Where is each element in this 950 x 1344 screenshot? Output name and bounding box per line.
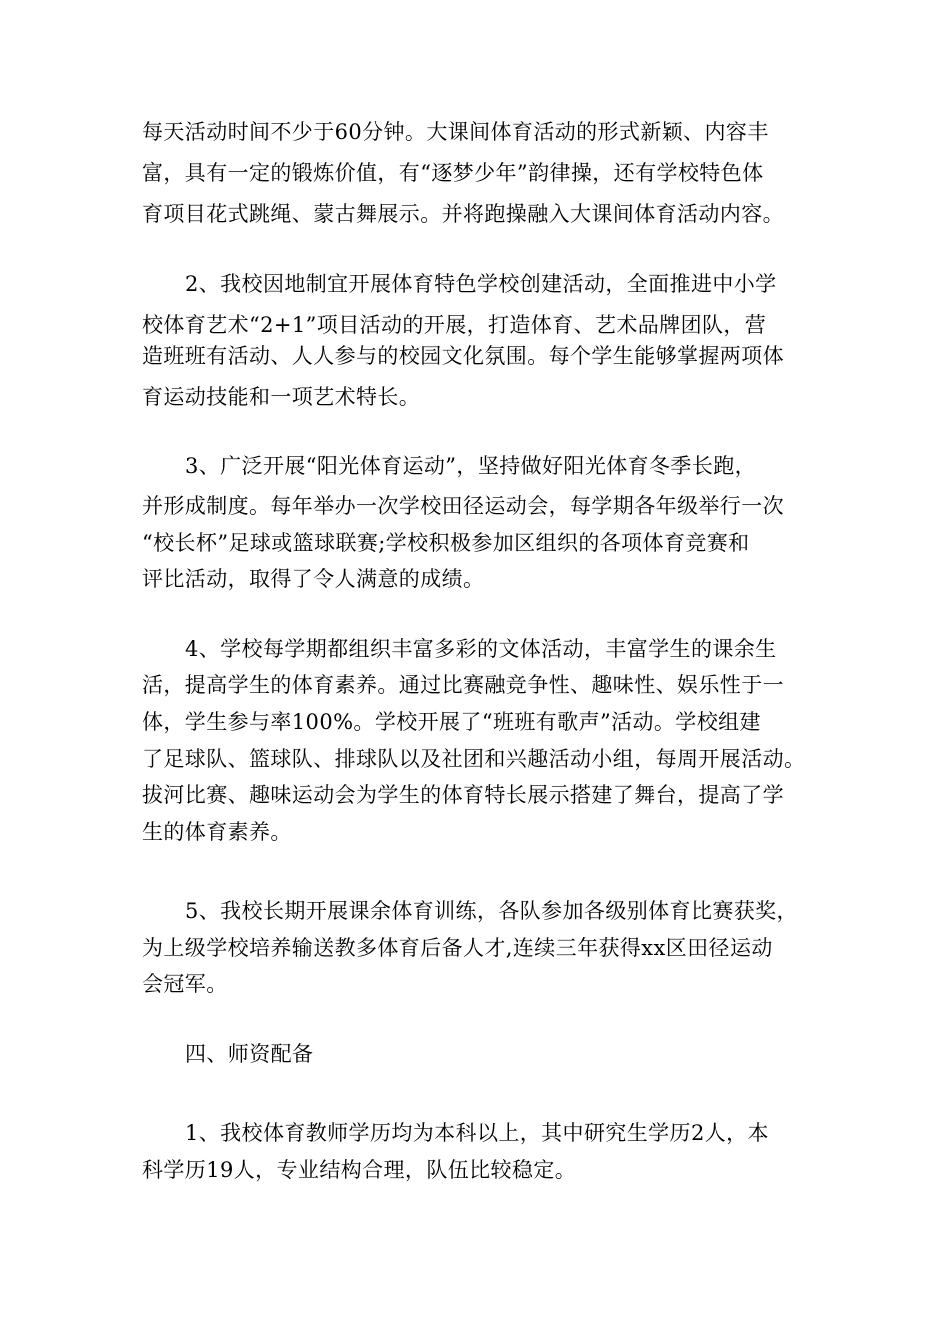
text-line: 生的体育素养。 (142, 820, 292, 844)
text-line: 并形成制度。每年举办一次学校田径运动会，每学期各年级举行一次 (142, 494, 784, 518)
text-line: 5、我校长期开展课余体育训练，各队参加各级别体育比赛获奖， (185, 899, 798, 923)
text-line: 评比活动，取得了令人满意的成绩。 (142, 567, 485, 591)
text-line: 2、我校因地制宜开展体育特色学校创建活动，全面推进中小学 (185, 272, 777, 296)
text-line: 科学历19人，专业结构合理，队伍比较稳定。 (142, 1158, 577, 1182)
text-line: “校长杯”足球或篮球联赛;学校积极参加区组织的各项体育竞赛和 (142, 531, 750, 555)
text-line: 育运动技能和一项艺术特长。 (142, 385, 421, 409)
text-line: 拔河比赛、趣味运动会为学生的体育特长展示搭建了舞台，提高了学 (142, 783, 784, 807)
text-line: 3、广泛开展“阳光体育运动”，坚持做好阳光体育冬季长跑， (185, 454, 757, 478)
text-line: 富，具有一定的锻炼价值，有“逐梦少年”韵律操，还有学校特色体 (142, 161, 764, 185)
text-line: 1、我校体育教师学历均为本科以上，其中研究生学历2人，本 (185, 1121, 769, 1145)
text-line: 为上级学校培养输送教多体育后备人才,连续三年获得xx区田径运动 (142, 936, 773, 960)
text-line: 4、学校每学期都组织丰富多彩的文体活动，丰富学生的课余生 (185, 637, 777, 661)
text-line: 每天活动时间不少于60分钟。大课间体育活动的形式新颖、内容丰 (142, 120, 769, 144)
section-heading: 四、师资配备 (185, 1042, 314, 1066)
text-line: 造班班有活动、人人参与的校园文化氛围。每个学生能够掌握两项体 (142, 344, 784, 368)
text-line: 育项目花式跳绳、蒙古舞展示。并将跑操融入大课间体育活动内容。 (142, 202, 784, 226)
text-line: 体，学生参与率100%。学校开展了“班班有歌声”活动。学校组建 (142, 710, 761, 734)
text-line: 会冠军。 (142, 972, 228, 996)
text-line: 活，提高学生的体育素养。通过比赛融竞争性、趣味性、娱乐性于一 (142, 673, 784, 697)
text-line: 校体育艺术“2+1”项目活动的开展，打造体育、艺术品牌团队，营 (142, 313, 767, 337)
text-line: 了足球队、篮球队、排球队以及社团和兴趣活动小组，每周开展活动。 (142, 747, 806, 771)
